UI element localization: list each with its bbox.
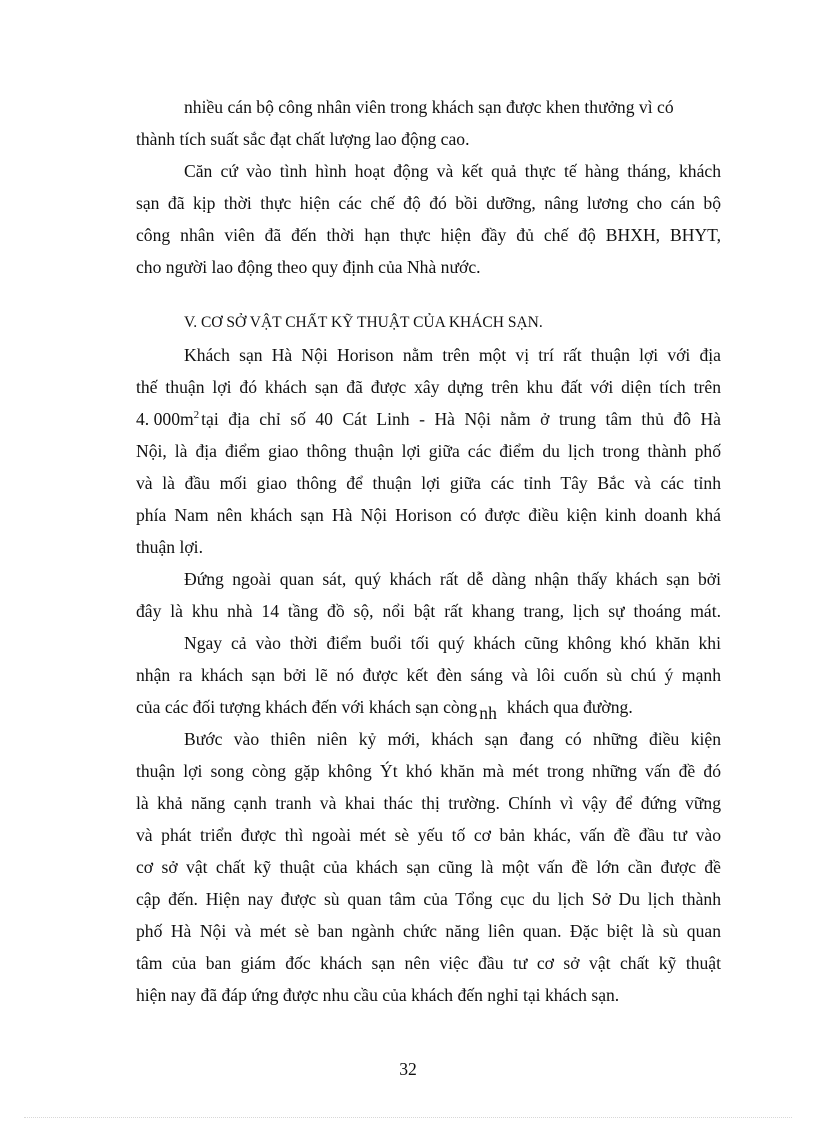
page-number: 32	[399, 1059, 417, 1079]
text-line: Bước vào thiên niên kỷ mới, khách sạn đang có những điều kiện	[184, 729, 721, 749]
text-line: tâm của ban giám đốc khách sạn nên việc đầu tư cơ sở vật chất kỹ thuật	[136, 953, 721, 973]
text-line: và phát triển được thì ngoài mét sè yếu tố cơ bản khác, vấn đề đầu tư vào	[136, 825, 721, 845]
text-line: Khách sạn Hà Nội Horison nằm trên một vị trí rất thuận lợi với địa	[184, 345, 721, 365]
page-bottom-divider	[24, 1117, 792, 1118]
text-line: thuận lợi song còng gặp không Ýt khó khăn mà mét trong những vấn đề đó	[136, 761, 721, 781]
text-line	[136, 408, 721, 430]
text-line: Căn cứ vào tình hình hoạt động và kết quả thực tế hàng tháng, khách	[184, 161, 721, 181]
text-line: Nội, là địa điểm giao thông thuận lợi giữa các điểm du lịch trong thành phố	[136, 441, 721, 461]
section-heading: V. CƠ SỞ VẬT CHẤT KỸ THUẬT CỦA KHÁCH SẠN.	[184, 314, 543, 331]
text-line: và là đầu mối giao thông để thuận lợi giữa các tỉnh Tây Bắc và các tỉnh	[136, 473, 721, 493]
text-line: đây là khu nhà 14 tầng đồ sộ, nổi bật rất khang trang, lịch sự thoáng mát.	[136, 601, 721, 621]
text-line: cơ sở vật chất kỹ thuật của khách sạn cũng là một vấn đề lớn cần được đề	[136, 857, 721, 877]
text-line: phố Hà Nội và mét sè ban ngành chức năng liên quan. Đặc biệt là sù quan	[136, 921, 721, 941]
text-line: hiện nay đã đáp ứng được nhu cầu của khách đến nghỉ tại khách sạn.	[136, 985, 620, 1005]
area-value: 4. $000m^2$	[136, 409, 200, 429]
text-line: công nhân viên đã đến thời hạn thực hiện đầy đủ chế độ BHXH, BHYT,	[136, 225, 721, 245]
text-line: nhận ra khách sạn bởi lẽ nó được kết đèn sáng và lôi cuốn sù chú ý mạnh	[136, 665, 721, 685]
text-line	[136, 696, 633, 723]
text-line: thế thuận lợi đó khách sạn đã được xây dựng trên khu đất với diện tích trên	[136, 377, 721, 397]
text-line: cho người lao động theo quy định của Nhà nước.	[136, 257, 481, 277]
text-line: cập đến. Hiện nay được sù quan tâm của Tổng cục du lịch Sở Du lịch thành	[136, 889, 721, 909]
text-line: là khả năng cạnh tranh và khai thác thị trường. Chính vì vậy để đứng vững	[136, 793, 721, 813]
text-segment: khách qua đường.	[506, 697, 633, 717]
text-fragment: nh	[479, 703, 497, 723]
superscript: 2	[193, 409, 200, 421]
text-segment: của các đối tượng khách đến với khách sạn còng	[136, 697, 478, 717]
text-line: Ngay cả vào thời điểm buổi tối quý khách cũng không khó khăn khi	[184, 633, 721, 653]
text-line: thành tích suất sắc đạt chất lượng lao động cao.	[136, 129, 470, 149]
text-line: Đứng ngoài quan sát, quý khách rất dễ dàng nhận thấy khách sạn bởi	[184, 569, 721, 589]
text-line: sạn đã kịp thời thực hiện các chế độ đó bồi dưỡng, nâng lương cho cán bộ	[136, 193, 721, 213]
text-segment: tại địa chỉ số 40 Cát Linh - Hà Nội nằm ở trung tâm thủ đô Hà	[201, 409, 721, 429]
text-line: thuận lợi.	[136, 537, 203, 557]
text-line: nhiều cán bộ công nhân viên trong khách sạn được khen thưởng vì có	[184, 97, 674, 117]
text-line: phía Nam nên khách sạn Hà Nội Horison có được điều kiện kinh doanh khá	[136, 505, 721, 525]
